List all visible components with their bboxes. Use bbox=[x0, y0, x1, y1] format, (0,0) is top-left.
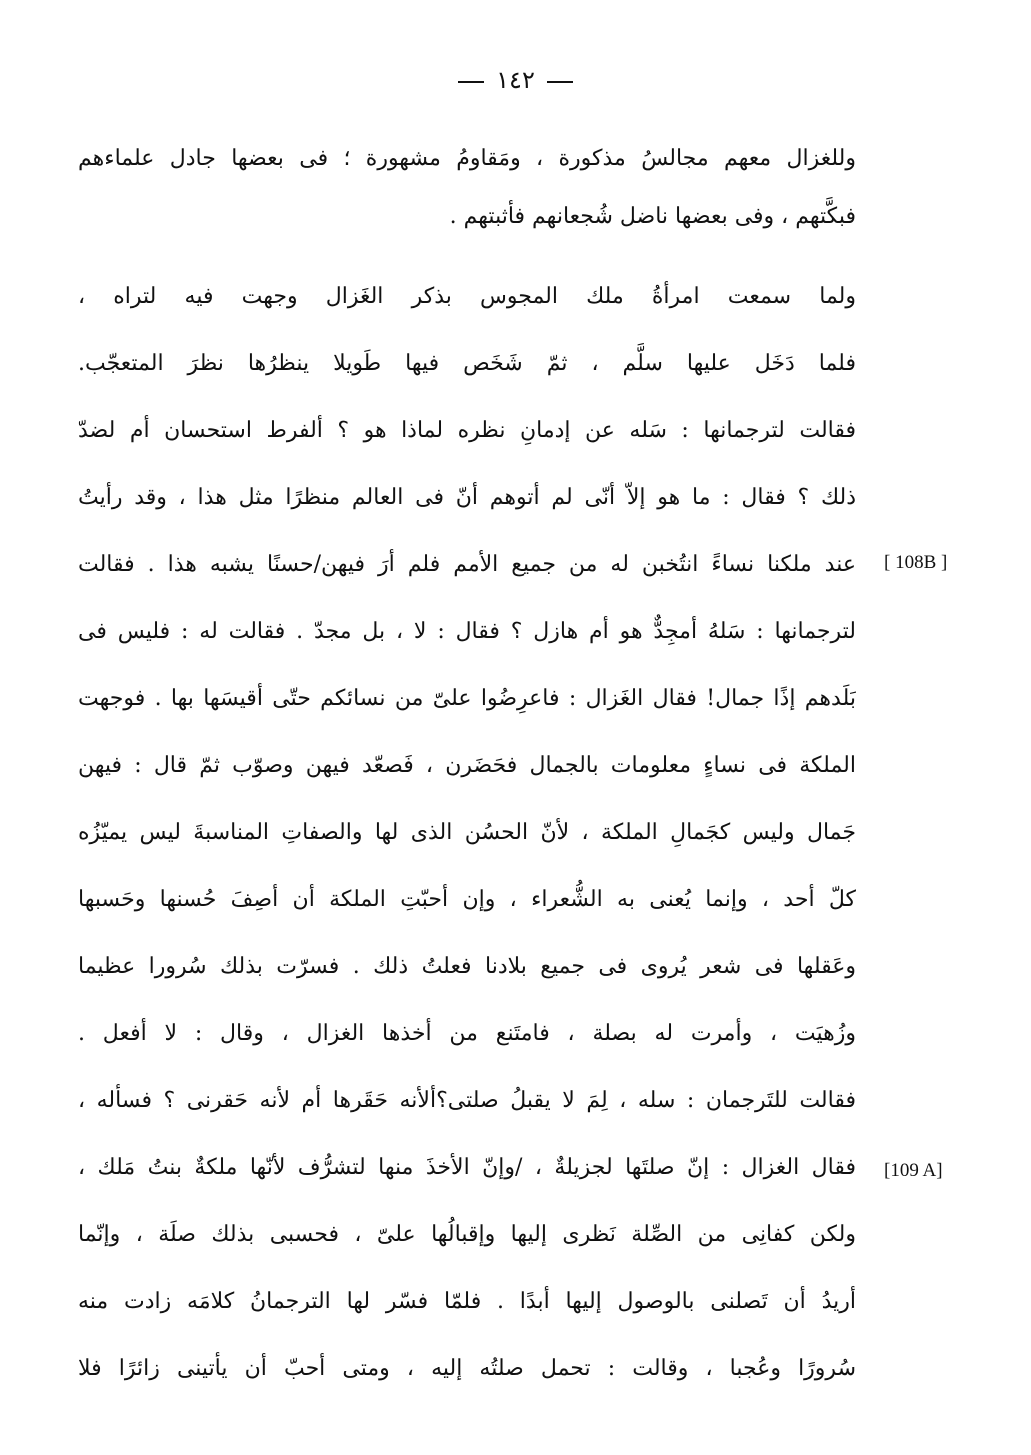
text-line: وعَقلها فى شعر يُروى فى جميع بلادنا فعلتُ ذلك . فسرّت بذلك سُرورا عظيما bbox=[78, 954, 856, 979]
text-line: فلما دَخَل عليها سلَّم ، ثمّ شَخَص فيها طَويلا ينظرُها نظرَ المتعجّب. bbox=[78, 351, 856, 376]
page-number-text: ١٤٢ bbox=[496, 66, 535, 94]
text-line: كلّ أحد ، وإنما يُعنى به الشُّعراء ، وإن أحبّتِ الملكة أن أصِفَ حُسنها وحَسبها bbox=[78, 887, 856, 912]
text-line: بَلَدهم إذًا جمال! فقال الغَزال : فاعرِضُوا علىّ من نسائكم حتّى أقيسَها بها . فوجهت bbox=[78, 686, 856, 711]
dash-left bbox=[458, 81, 484, 83]
text-line: فقالت لترجمانها : سَله عن إدمانِ نظره لماذا هو ؟ ألفرط استحسان أم لضدّ bbox=[78, 418, 856, 443]
text-line: فقال الغزال : إنّ صلتَها لجزيلةٌ ، /وإنّ الأخذَ منها لتشرُّف لأنّها ملكةٌ بنتُ مَلك ، bbox=[78, 1155, 856, 1180]
text-line: وللغزال معهم مجالسُ مذكورة ، ومَقاومُ مشهورة ؛ فى بعضها جادل علماءهم bbox=[78, 146, 856, 171]
text-line: عند ملكنا نساءً انتُخبن له من جميع الأمم فلم أرَ فيهن/حسنًا يشبه هذا . فقالت bbox=[78, 552, 856, 577]
text-line: سُرورًا وعُجبا ، وقالت : تحمل صلتُه إليه ، ومتى أحبّ أن يأتينى زائرًا فلا bbox=[78, 1356, 856, 1381]
text-line: فقالت للتَرجمان : سله ، لِمَ لا يقبلُ صلتى؟ألأنه حَقَرها أم لأنه حَقرنى ؟ فسأله ، bbox=[78, 1088, 856, 1113]
margin-folio-note: [ 108B ] bbox=[884, 552, 948, 573]
text-line: وزُهيَت ، وأمرت له بصلة ، فامتَنع من أخذها الغزال ، وقال : لا أفعل . bbox=[78, 1021, 856, 1046]
page-number bbox=[0, 66, 1031, 94]
text-line: لترجمانها : سَلهُ أمجِدٌّ هو أم هازل ؟ فقال : لا ، بل مجدّ . فقالت له : فليس فى bbox=[78, 619, 856, 644]
text-line: جَمال وليس كجَمالِ الملكة ، لأنّ الحسُن الذى لها والصفاتِ المناسبةَ ليس يميّزُه bbox=[78, 820, 856, 845]
text-line: الملكة فى نساءٍ معلومات بالجمال فحَضَرن ، فَصعّد فيهن وصوّب ثمّ قال : فيهن bbox=[78, 753, 856, 778]
text-line: ولما سمعت امرأةُ ملك المجوس بذكر الغَزال وجهت فيه لتراه ، bbox=[78, 284, 856, 309]
text-line: أريدُ أن تَصلنى بالوصول إليها أبدًا . فلمّا فسّر لها الترجمانُ كلامَه زادت منه bbox=[78, 1289, 856, 1314]
margin-folio-note: [109 A] bbox=[884, 1160, 943, 1181]
text-line: فبكَّتهم ، وفى بعضها ناضل شُجعانهم فأثبتهم . bbox=[449, 204, 856, 229]
text-line: ولكن كفانِى من الصِّلة نَظرى إليها وإقبالُها علىّ ، فحسبى بذلك صلَة ، وإنّما bbox=[78, 1222, 856, 1247]
dash-right bbox=[547, 81, 573, 83]
text-line: ذلك ؟ فقال : ما هو إلاّ أنّى لم أتوهم أنّ فى العالم منظرًا مثل هذا ، وقد رأيتُ bbox=[78, 485, 856, 510]
